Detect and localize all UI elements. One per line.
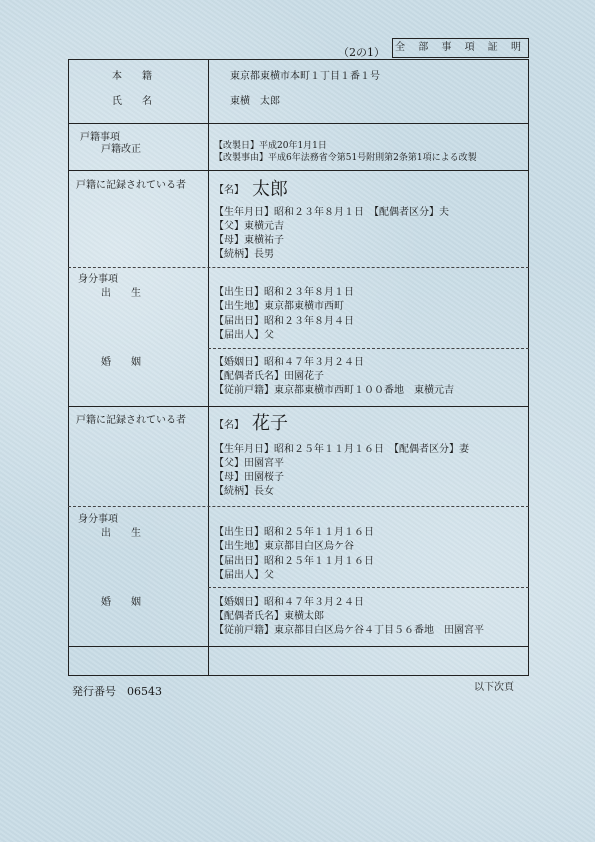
row-divider (68, 646, 529, 647)
row-divider (68, 406, 529, 407)
marriage-detail-line: 【婚姻日】昭和４７年３月２４日 (214, 357, 364, 368)
given-name-label: 【名】 (214, 420, 244, 431)
birth-detail-line: 【届出人】父 (214, 570, 274, 581)
row-divider (68, 123, 529, 124)
page-number: （2の1） (338, 46, 385, 59)
marriage-detail-line: 【配偶者氏名】田園花子 (214, 371, 324, 382)
honseki-value: 東京都東横市本町１丁目１番１号 (230, 71, 380, 82)
dashed-divider (208, 348, 529, 349)
birth-detail-line: 【届出人】父 (214, 330, 274, 341)
marriage-detail-line: 【婚姻日】昭和４７年３月２４日 (214, 597, 364, 608)
column-divider (208, 59, 209, 676)
status-matters-label: 身分事項 (78, 514, 118, 525)
certificate-type-box: 全 部 事 項 証 明 (392, 38, 529, 58)
status-matters-label: 身分事項 (78, 274, 118, 285)
continued-next-page: 以下次頁 (474, 682, 514, 693)
name-label: 氏 名 (112, 96, 152, 107)
birth-label: 出 生 (101, 288, 141, 299)
person-detail-line: 【続柄】長男 (214, 249, 274, 260)
marriage-detail-line: 【配偶者氏名】東横太郎 (214, 611, 324, 622)
recorded-person-label: 戸籍に記録されている者 (76, 180, 186, 191)
given-name: 花子 (252, 413, 288, 434)
birth-detail-line: 【出生地】東京都目白区烏ケ谷 (214, 541, 354, 552)
person-detail-line: 【生年月日】昭和２５年１１月１６日 【配偶者区分】妻 (214, 444, 469, 455)
koseki-kaisei-label: 戸籍改正 (101, 144, 141, 155)
row-divider (68, 170, 529, 171)
birth-detail-line: 【出生日】昭和２３年８月１日 (214, 287, 354, 298)
birth-detail-line: 【出生日】昭和２５年１１月１６日 (214, 527, 374, 538)
given-name: 太郎 (252, 179, 288, 200)
honseki-label: 本 籍 (112, 71, 152, 82)
dashed-divider (68, 267, 529, 268)
person-detail-line: 【生年月日】昭和２３年８月１日 【配偶者区分】夫 (214, 207, 449, 218)
person-detail-line: 【父】東横元吉 (214, 221, 284, 232)
dashed-divider (68, 506, 529, 507)
marriage-detail-line: 【従前戸籍】東京都目白区烏ケ谷４丁目５６番地 田園宮平 (214, 625, 484, 636)
koseki-jiko-label: 戸籍事項 (80, 132, 120, 143)
birth-detail-line: 【出生地】東京都東横市西町 (214, 301, 344, 312)
birth-detail-line: 【届出日】昭和２３年８月４日 (214, 316, 354, 327)
marriage-label: 婚 姻 (101, 357, 141, 368)
person-detail-line: 【母】東横祐子 (214, 235, 284, 246)
kaisei-reason: 【改製事由】平成6年法務省令第51号附則第2条第1項による改製 (214, 153, 477, 163)
name-value: 東横 太郎 (230, 96, 280, 107)
given-name-label: 【名】 (214, 185, 244, 196)
person-detail-line: 【続柄】長女 (214, 486, 274, 497)
birth-detail-line: 【届出日】昭和２５年１１月１６日 (214, 556, 374, 567)
birth-label: 出 生 (101, 528, 141, 539)
dashed-divider (208, 587, 529, 588)
person-detail-line: 【父】田園宮平 (214, 458, 284, 469)
recorded-person-label: 戸籍に記録されている者 (76, 415, 186, 426)
marriage-detail-line: 【従前戸籍】東京都東横市西町１００番地 東横元吉 (214, 385, 454, 396)
marriage-label: 婚 姻 (101, 597, 141, 608)
person-detail-line: 【母】田園桜子 (214, 472, 284, 483)
kaisei-date: 【改製日】平成20年1月1日 (214, 141, 327, 151)
issue-number: 発行番号 06543 (72, 685, 162, 698)
